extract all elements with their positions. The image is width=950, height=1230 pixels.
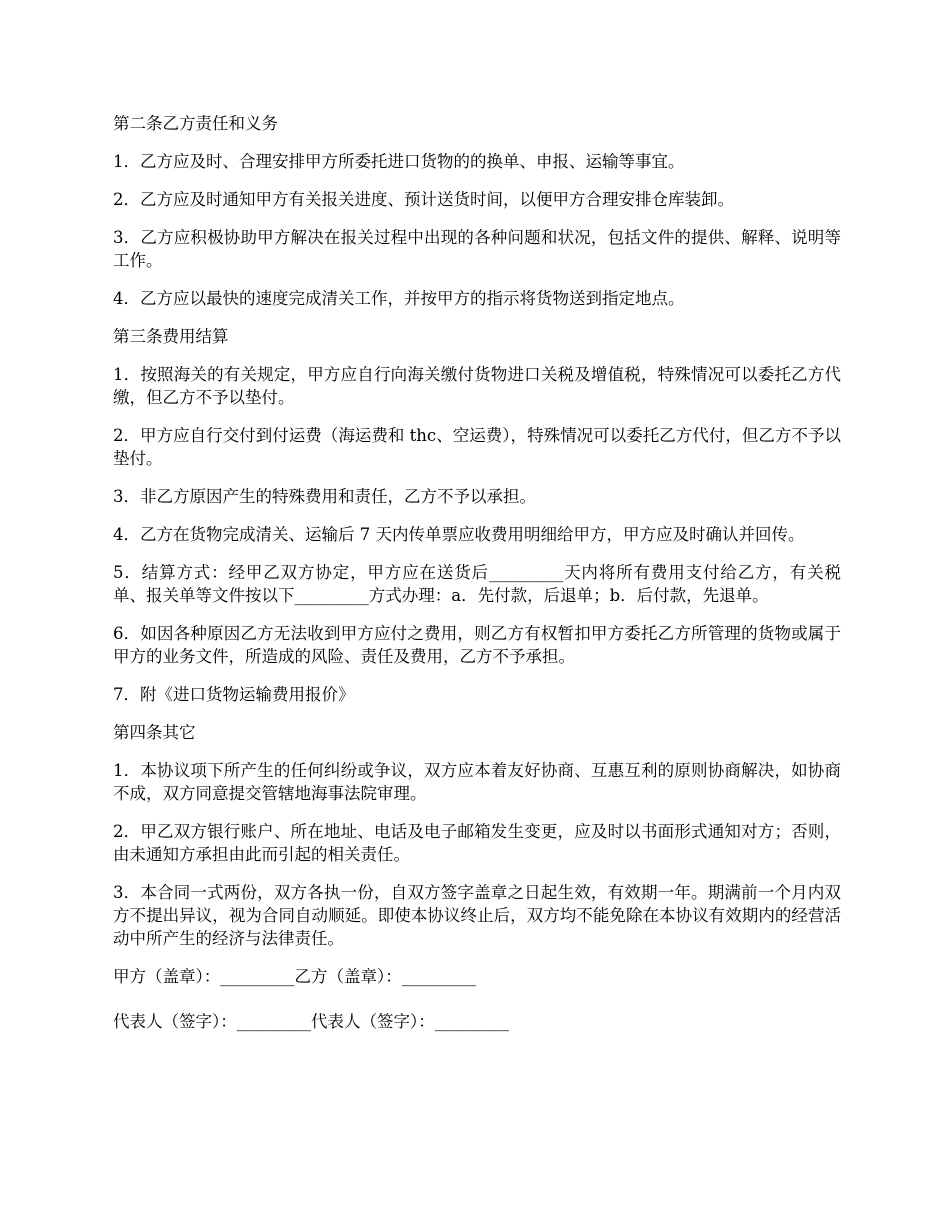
- clause-3-1: 1．按照海关的有关规定，甲方应自行向海关缴付货物进口关税及增值税，特殊情况可以委托乙方代缴，但乙方不予以垫付。: [113, 365, 841, 407]
- clause-3-7: 7．附《进口货物运输费用报价》: [113, 685, 355, 704]
- clause-4-1: 1．本协议项下所产生的任何纠纷或争议，双方应本着友好协商、互惠互利的原则协商解决，如协商不成，双方同意提交管辖地海事法院审理。: [113, 761, 841, 803]
- clause-4-2: 2．甲乙双方银行账户、所在地址、电话及电子邮箱发生变更，应及时以书面形式通知对方；否则，由未通知方承担由此而引起的相关责任。: [113, 822, 841, 864]
- clause-3-6: 6．如因各种原因乙方无法收到甲方应付之费用，则乙方有权暂扣甲方委托乙方所管理的货物或属于甲方的业务文件，所造成的风险、责任及费用，乙方不予承担。: [113, 624, 841, 666]
- section-heading-3: 第三条费用结算: [113, 327, 229, 346]
- clause-3-3: 3．非乙方原因产生的特殊费用和责任，乙方不予以承担。: [113, 487, 536, 506]
- clause-3-4: 4．乙方在货物完成清关、运输后 7 天内传单票应收费用明细给甲方，甲方应及时确认并回传。: [113, 525, 805, 544]
- clause-2-4: 4．乙方应以最快的速度完成清关工作，并按甲方的指示将货物送到指定地点。: [113, 289, 685, 308]
- signature-line-seal: 甲方（盖章）：_________乙方（盖章）：_________: [113, 967, 476, 986]
- clause-4-3: 3．本合同一式两份，双方各执一份，自双方签字盖章之日起生效，有效期一年。期满前一个月内双方不提出异议，视为合同自动顺延。即使本协议终止后，双方均不能免除在本协议有效期内的经营活动中所产生的经济与法律责任。: [113, 883, 841, 948]
- section-heading-2: 第二条乙方责任和义务: [113, 114, 278, 133]
- clause-2-3: 3．乙方应积极协助甲方解决在报关过程中出现的各种问题和状况，包括文件的提供、解释、说明等工作。: [113, 228, 841, 270]
- clause-3-2: 2．甲方应自行交付到付运费（海运费和 thc、空运费），特殊情况可以委托乙方代付，但乙方不予以垫付。: [113, 426, 841, 468]
- document-body: [113, 112, 841, 1055]
- clause-2-1: 1．乙方应及时、合理安排甲方所委托进口货物的的换单、申报、运输等事宜。: [113, 152, 685, 171]
- clause-2-2: 2．乙方应及时通知甲方有关报关进度、预计送货时间，以便甲方合理安排仓库装卸。: [113, 190, 734, 209]
- clause-3-5: 5．结算方式：经甲乙双方协定，甲方应在送货后_________天内将所有费用支付给乙方，有关税单、报关单等文件按以下_________方式办理：a．先付款，后退单；b．后付款，先退单。: [113, 563, 841, 605]
- section-heading-4: 第四条其它: [113, 723, 196, 742]
- signature-line-representative: 代表人（签字）：_________代表人（签字）：_________: [113, 1012, 509, 1031]
